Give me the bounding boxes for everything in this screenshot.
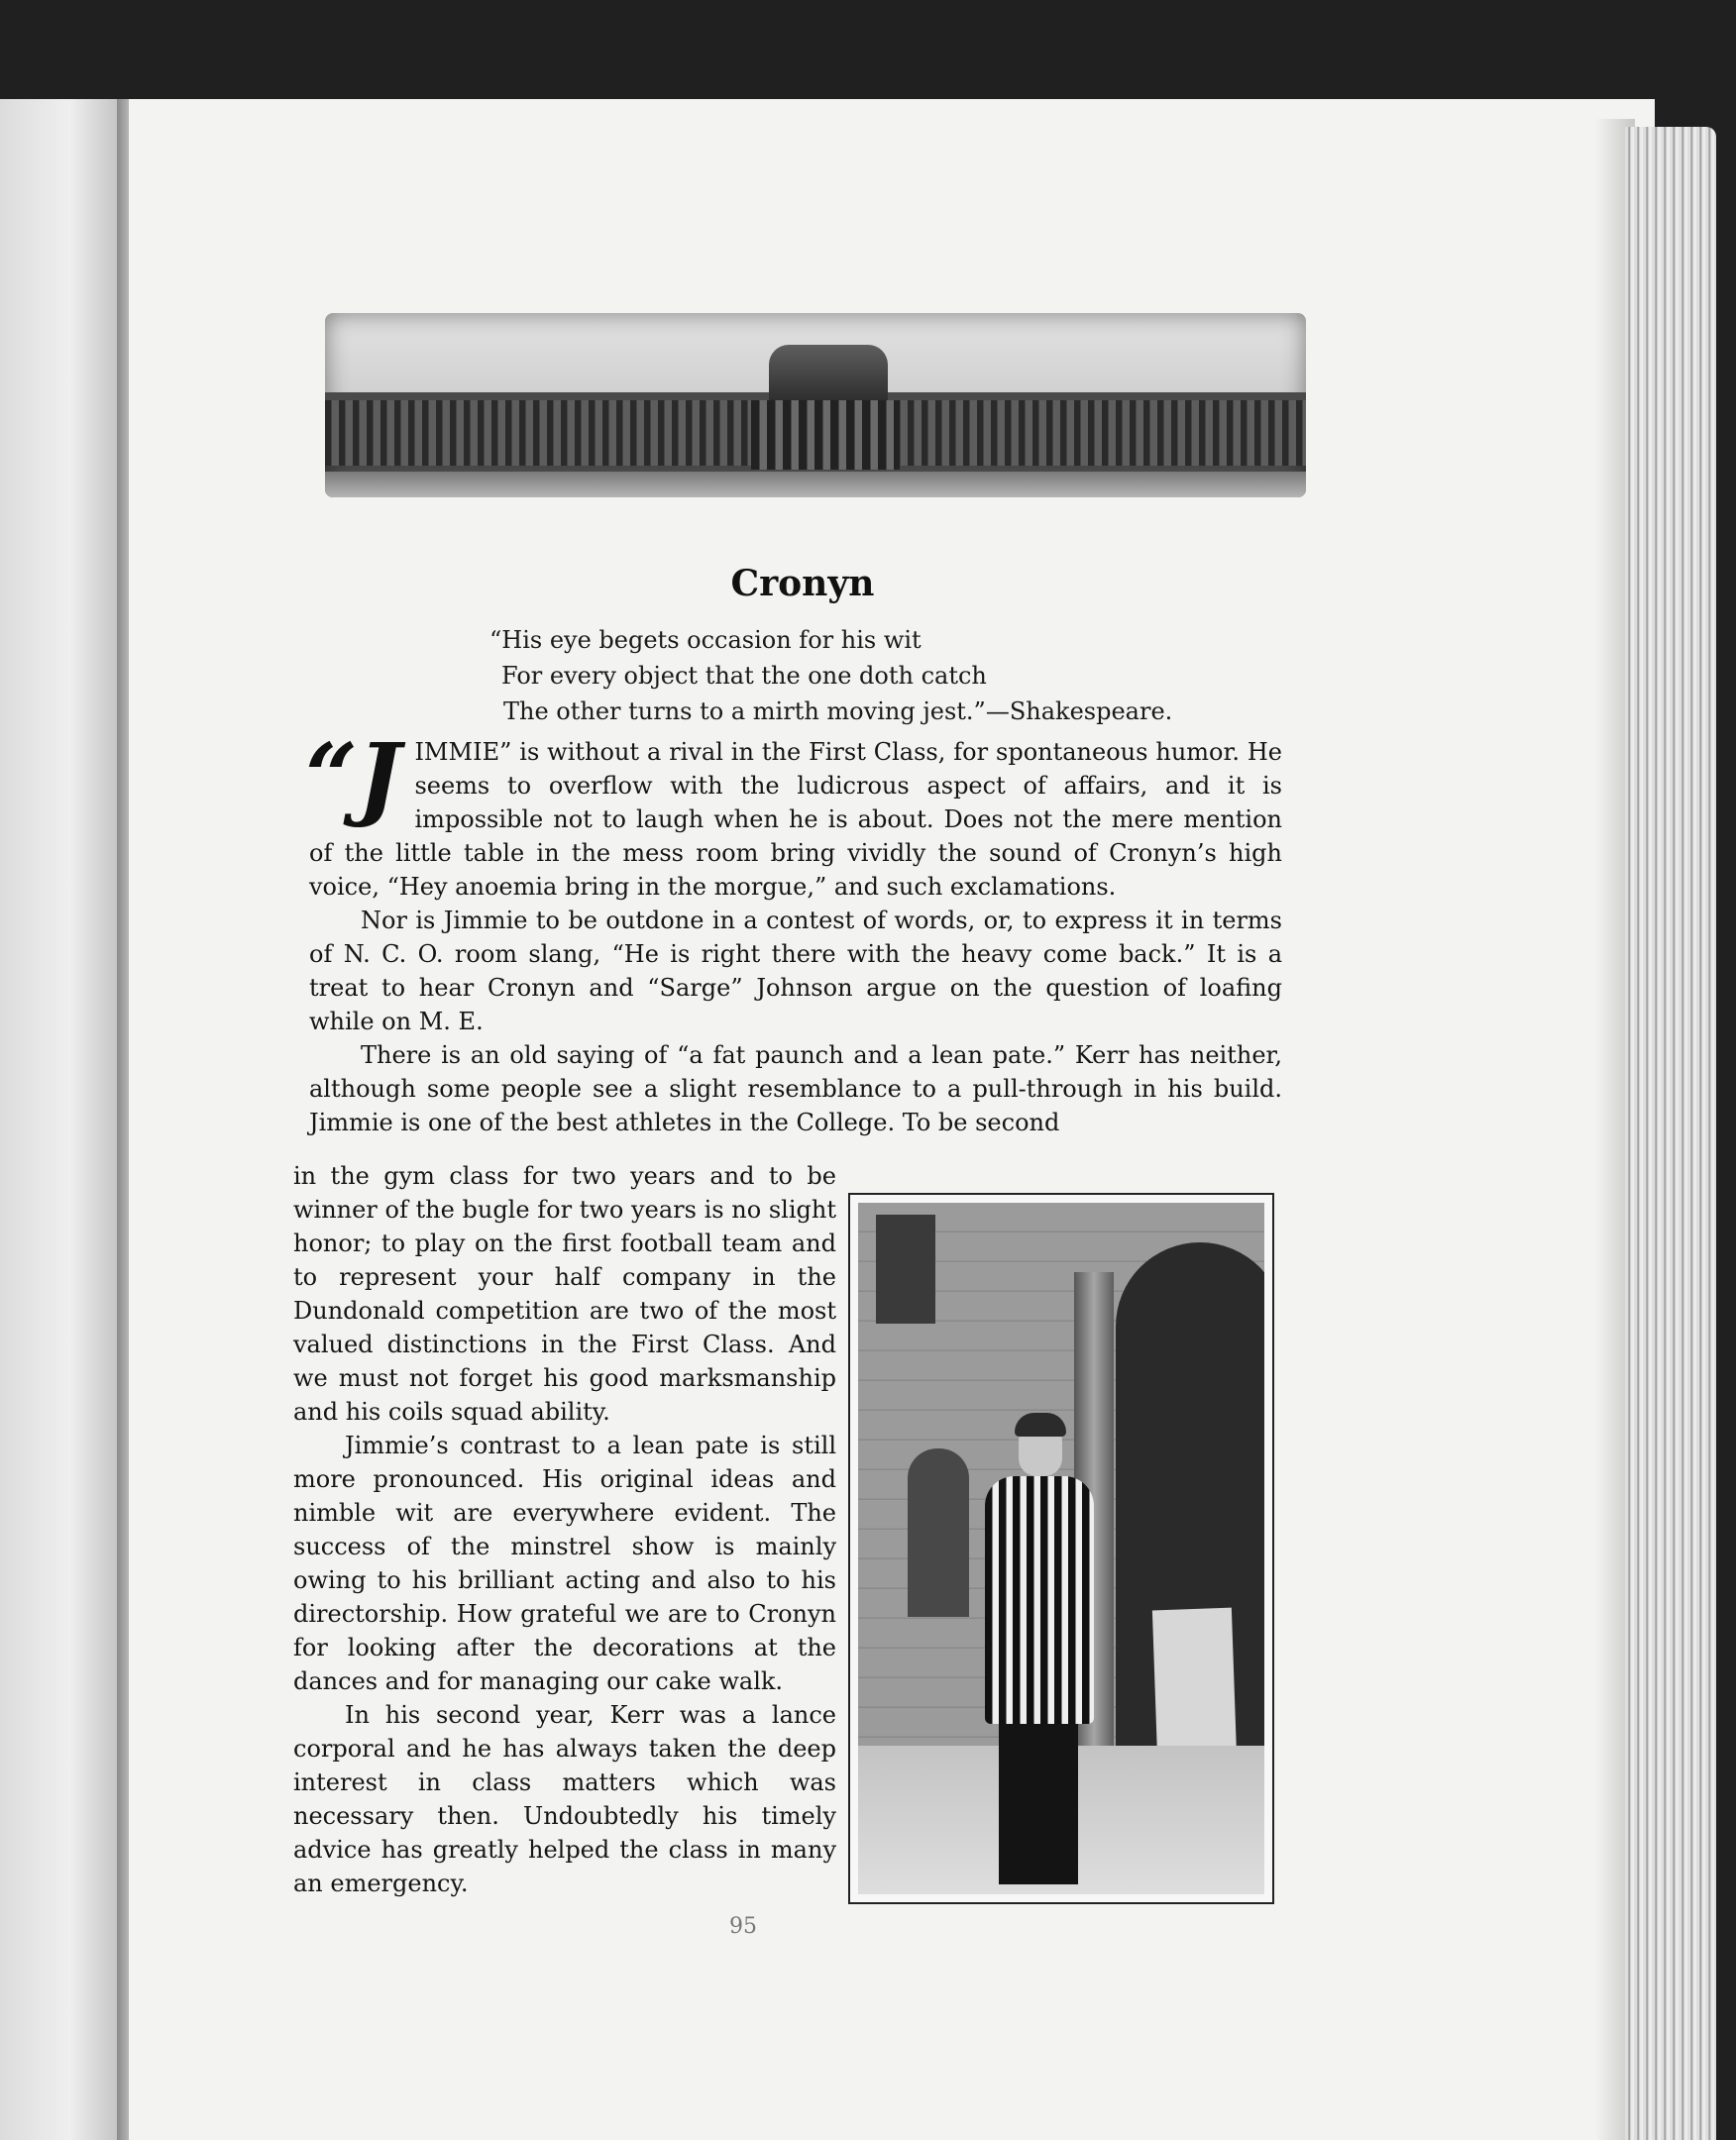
portrait-photo bbox=[848, 1193, 1274, 1904]
quote-line: “His eye begets occasion for his wit bbox=[489, 626, 922, 654]
photo-trousers bbox=[999, 1716, 1078, 1884]
photo-striped-jacket bbox=[985, 1476, 1094, 1724]
epigraph-quote bbox=[489, 622, 1223, 729]
drop-cap: “J bbox=[305, 723, 401, 830]
photo-man-in-striped-jacket bbox=[985, 1419, 1094, 1874]
paragraph-1 bbox=[305, 723, 1282, 904]
page-stack-edges bbox=[1625, 127, 1716, 2140]
paragraph-1-text: IMMIE” is without a rival in the First Class, for spontaneous humor. He seems to overflow with the ludicrous aspect of affairs, and it is impossible not to laugh when he is about. Does not the mere mention of the little table in the mess room bring vividly the sound of Cronyn’s high voice, “Hey anoemia bring in the morgue,” and such exclamations. bbox=[309, 738, 1282, 901]
photo-tower-base bbox=[751, 400, 900, 470]
page-number: 95 bbox=[729, 1914, 757, 1939]
paragraph-4: Jimmie’s contrast to a lean pate is still more pronounced. His original ideas and nimble wit are everywhere evident. The success of the minstrel show is mainly owing to his brilliant acting and also to his directorship. How grateful we are to Cronyn for looking after the decorations at the dances and for managing our cake walk. bbox=[293, 1432, 836, 1695]
photo-hair bbox=[1015, 1413, 1066, 1437]
photo-arched-window bbox=[908, 1448, 969, 1617]
left-page-edge bbox=[0, 99, 127, 2140]
photo-ground bbox=[325, 472, 1306, 497]
paragraph-2: Nor is Jimmie to be outdone in a contest of words, or, to express it in terms of N. C. O. room slang, “He is right there with the heavy come back.” It is a treat to hear Cronyn and “Sarge” Johnson argue on the question of loafing while on M. E. bbox=[309, 907, 1282, 1035]
portrait-image bbox=[858, 1203, 1264, 1894]
narrow-text-column bbox=[293, 1159, 836, 1900]
header-building-photo bbox=[325, 313, 1306, 497]
paragraph-3-continued: in the gym class for two years and to be winner of the bugle for two years is no slight honor; to play on the first football team and to represent your half company in the Dundonald competition are two of the most valued distinctions in the First Class. And we must not forget his good marksmanship and his coils squad ability. bbox=[293, 1162, 836, 1426]
photo-window bbox=[876, 1215, 935, 1324]
quote-line: For every object that the one doth catch bbox=[501, 662, 987, 690]
page-title: Cronyn bbox=[730, 563, 875, 604]
paragraph-5: In his second year, Kerr was a lance corporal and he has always taken the deep interest in class matters which was necessary then. Undoubtedly his timely advice has greatly helped the class in many an emergency. bbox=[293, 1701, 836, 1897]
photo-water-tower bbox=[769, 345, 888, 402]
quote-line: The other turns to a mirth moving jest.”—Shakespeare. bbox=[503, 697, 1173, 725]
main-text-column bbox=[305, 723, 1282, 1139]
paragraph-3-top: There is an old saying of “a fat paunch and a lean pate.” Kerr has neither, although some people see a slight resemblance to a pull-through in his build. Jimmie is one of the best athletes in the College. To be second bbox=[309, 1041, 1282, 1136]
